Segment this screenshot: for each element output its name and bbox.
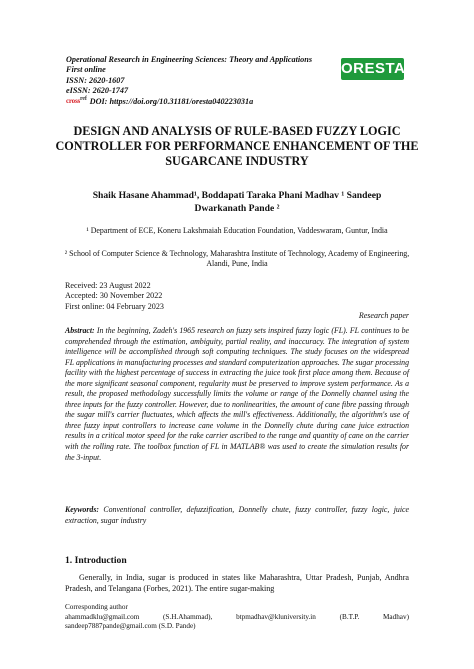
publication-status: First online <box>66 65 106 75</box>
journal-name: Operational Research in Engineering Sciences: Theory and Applications <box>66 55 313 64</box>
email-1[interactable]: ahammadklu@gmail.com <box>65 612 140 621</box>
keywords <box>65 505 409 526</box>
email-2[interactable]: btpmadhav@kluniversity.in <box>236 612 316 621</box>
corresponding-author-footnote <box>65 603 409 632</box>
journal-header <box>66 55 336 107</box>
keywords-label: Keywords: <box>65 505 99 514</box>
abstract-label: Abstract: <box>65 326 95 335</box>
affiliation-1: ¹ Department of ECE, Koneru Lakshmaiah Education Foundation, Vaddeswaram, Guntur, India <box>86 226 388 235</box>
journal-logo: ORESTA <box>341 58 404 80</box>
authors-line-1: Shaik Hasane Ahammad¹, Boddapati Taraka Phani Madhav ¹ Sandeep <box>92 190 382 201</box>
abstract-text: In the beginning, Zadeh's 1965 research on fuzzy sets inspired fuzzy logic (FL). FL continues to be comprehended through the estimation, ambiguity, partial reality, and inaccuracy. The integration of system intelligence will be accomplished through soft computing techniques. The study focuses on the widespread FL applications in manufacturing processes and standard computerization approaches. The sugar processing facility with the highest percentage of success in extracting the juice took first place among them. Because of the more significant seasonal component, regularity must be preserved to improve system performance. As a result, the proposed methodology successfully limits the volume or range of the Donnelly channel using the three inputs for the fuzzy controller. However, due to nonlinearities, the amount of cane fibre passing through the sugar mill's carrier fluctuates, which affects the mill's effectiveness. Additionally, the algorithm's use of three fuzzy input controllers to increase cane volume in the Donnelly chute during cane juice extraction results in a critical motor speed for the rake carrier ascribed to the range and quantity of cane on the carrier with the rolling rate. The toolbox function of FL in MATLAB® was used to create the simulation results for the 3-input. <box>65 326 410 462</box>
author-abbr-1: (S.H.Ahammad), <box>163 612 213 621</box>
authors-line-2: Dwarkanath Pande ² <box>194 202 280 214</box>
author-abbr-2: (B.T.P. <box>339 612 360 621</box>
keywords-text: Conventional controller, defuzzification, Donnelly chute, fuzzy controller, fuzzy logic, juice extraction, sugar industry <box>65 505 409 525</box>
author-abbr-2b: Madhav) <box>383 612 409 621</box>
abstract <box>65 326 409 463</box>
issn: ISSN: 2620-1607 <box>66 75 125 85</box>
footnote-label: Corresponding author <box>65 603 128 611</box>
eissn: eISSN: 2620-1747 <box>66 85 129 95</box>
affiliation-2: ² School of Computer Science & Technology, Maharashtra Institute of Technology, Academy of Engineering, Alandi, Pune, India <box>64 249 410 268</box>
doi-link[interactable]: DOI: https://doi.org/10.31181/oresta040223031a <box>89 96 254 106</box>
online-date: First online: 04 February 2023 <box>65 301 164 311</box>
section-heading-introduction: 1. Introduction <box>65 555 127 566</box>
footnote-line-1 <box>65 613 409 623</box>
received-date: Received: 23 August 2022 <box>65 281 151 290</box>
paper-title: DESIGN AND ANALYSIS OF RULE-BASED FUZZY LOGIC CONTROLLER FOR PERFORMANCE ENHANCEMENT OF THE SUGARCANE INDUSTRY <box>55 124 419 168</box>
accepted-date: Accepted: 30 November 2022 <box>65 291 163 301</box>
introduction-paragraph: Generally, in India, sugar is produced in states like Maharashtra, Uttar Pradesh, Punjab, Andhra Pradesh, and Telangana (Forbes, 2021). The entire sugar-making <box>65 573 409 593</box>
article-dates <box>65 281 164 312</box>
author-list <box>70 190 404 215</box>
crossref-logo: cross ref <box>66 96 87 106</box>
footnote-line-2: sandeep7887pande@gmail.com (S.D. Pande) <box>65 622 196 631</box>
article-type: Research paper <box>358 311 409 320</box>
doi-line <box>66 96 336 107</box>
